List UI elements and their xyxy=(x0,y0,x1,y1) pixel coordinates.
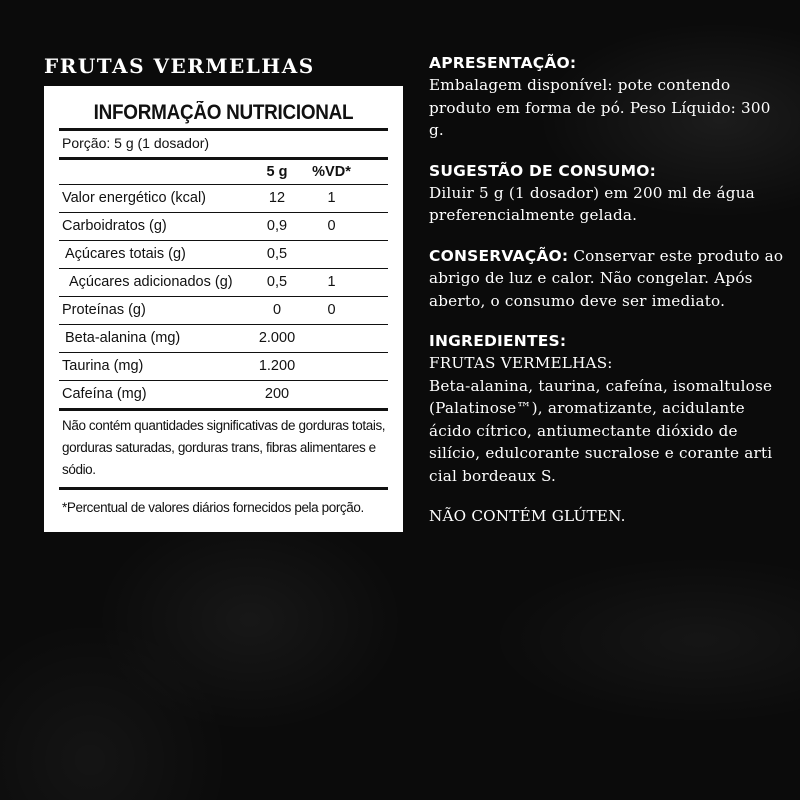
nutrition-row xyxy=(59,185,388,213)
header-amount: 5 g xyxy=(266,164,288,180)
presentation-heading: APRESENTAÇÃO: xyxy=(429,54,577,72)
nutrient-daily-value: 1 xyxy=(327,274,336,290)
storage-text: Conservar este produto ao abrigo de luz e calor. Não congelar. Após aberto, o consumo deve ser imediato. xyxy=(429,246,784,310)
nutrition-table-title: INFORMAÇÃO NUTRICIONAL xyxy=(93,101,354,124)
nutrient-daily-value: 0 xyxy=(327,218,336,234)
usage-section xyxy=(429,160,789,227)
nutrient-amount: 12 xyxy=(268,190,286,206)
nutrition-row xyxy=(59,297,388,325)
nutrition-row xyxy=(59,241,388,269)
gluten-section xyxy=(429,505,789,528)
usage-heading: SUGESTÃO DE CONSUMO: xyxy=(429,161,657,180)
ingredients-heading: INGREDIENTES: xyxy=(429,332,567,350)
nutrient-daily-value xyxy=(304,353,359,380)
nutrition-footnote: *Percentual de valores diários fornecidos pela porção. xyxy=(62,500,364,515)
product-title: FRUTAS VERMELHAS xyxy=(44,54,315,78)
header-daily-value: %VD* xyxy=(312,164,351,180)
nutrient-label: Carboidratos (g) xyxy=(62,218,167,234)
nutrient-amount: 0 xyxy=(272,302,282,318)
nutrition-facts-table xyxy=(44,86,403,532)
nutrient-daily-value: 0 xyxy=(327,302,336,318)
nutrition-row xyxy=(59,325,388,353)
nutrient-label: Beta-alanina (mg) xyxy=(65,330,181,346)
presentation-section xyxy=(429,52,789,142)
nutrient-amount: 0,5 xyxy=(266,274,288,290)
gluten-statement: NÃO CONTÉM GLÚTEN. xyxy=(429,507,626,525)
header-label xyxy=(59,160,250,184)
nutrient-label: Açúcares totais (g) xyxy=(65,246,186,262)
storage-heading: CONSERVAÇÃO: xyxy=(429,246,569,265)
nutrient-amount: 0,9 xyxy=(266,218,288,234)
nutrition-header-row xyxy=(59,160,388,185)
nutrient-daily-value xyxy=(304,381,359,408)
nutrition-note: Não contém quantidades significativas de gorduras totais, gorduras saturadas, gorduras trans, fibras alimentares e sódio. xyxy=(62,418,386,477)
nutrient-label: Taurina (mg) xyxy=(62,358,144,374)
portion-size: Porção: 5 g (1 dosador) xyxy=(62,135,210,151)
ingredients-text: Beta-alanina, taurina, cafeína, isomaltulose (Palatinose™), aromatizante, acidulante ácido cítrico, antiumectante dióxido de silício, edulcorante sucralose e corante arti cial bordeaux S. xyxy=(429,376,773,485)
ingredients-section xyxy=(429,330,789,487)
nutrient-daily-value xyxy=(304,241,359,268)
nutrient-label: Proteínas (g) xyxy=(62,302,146,318)
nutrition-row xyxy=(59,381,388,408)
ingredients-subheading: FRUTAS VERMELHAS: xyxy=(429,354,613,372)
nutrition-row xyxy=(59,269,388,297)
nutrition-row xyxy=(59,213,388,241)
nutrient-daily-value xyxy=(304,325,359,352)
nutrient-amount: 0,5 xyxy=(266,246,288,262)
storage-section xyxy=(429,245,789,313)
product-info-column xyxy=(429,52,789,546)
presentation-text: Embalagem disponível: pote contendo produto em forma de pó. Peso Líquido: 300 g. xyxy=(429,76,771,139)
nutrient-label: Açúcares adicionados (g) xyxy=(69,274,233,290)
nutrient-amount: 200 xyxy=(264,386,290,402)
nutrient-daily-value: 1 xyxy=(327,190,336,206)
nutrient-label: Cafeína (mg) xyxy=(62,386,147,402)
nutrition-row xyxy=(59,353,388,381)
nutrient-label: Valor energético (kcal) xyxy=(62,190,206,206)
nutrient-amount: 2.000 xyxy=(258,330,296,346)
nutrient-amount: 1.200 xyxy=(258,358,296,374)
usage-text: Diluir 5 g (1 dosador) em 200 ml de água preferencialmente gelada. xyxy=(429,183,755,224)
storage-paragraph xyxy=(429,245,789,313)
